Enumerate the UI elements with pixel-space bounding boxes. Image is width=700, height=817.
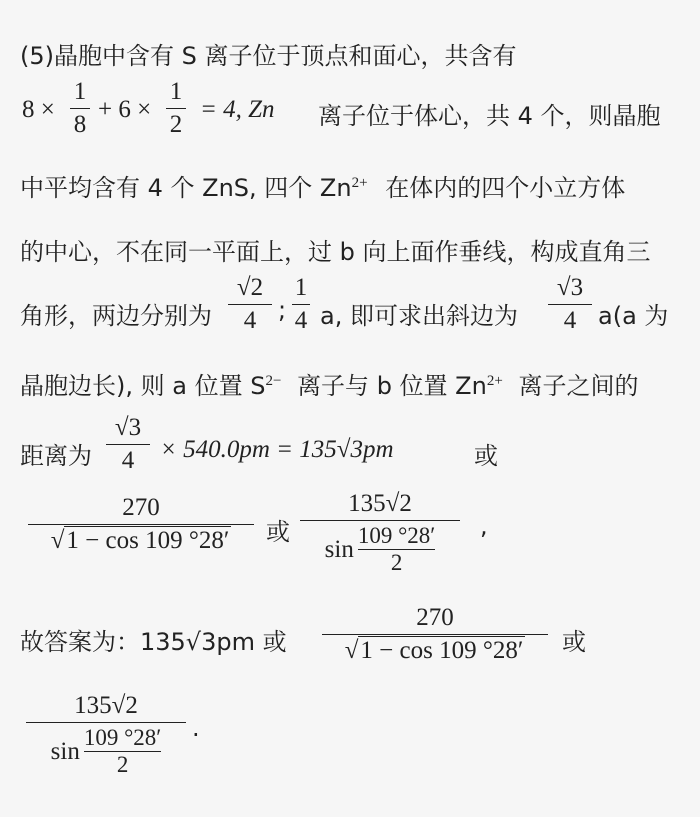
text-line-5-mid: a, 即可求出斜边为 (320, 302, 518, 330)
fraction-sqrt3-4 (106, 414, 150, 475)
angle: 109 °28′ (83, 725, 162, 750)
line6-tail: 离子之间的 (518, 372, 639, 400)
fraction-1-4 (292, 274, 310, 335)
two: 2 (116, 752, 129, 777)
comma: , (480, 512, 488, 540)
denominator (26, 725, 186, 778)
distance-expression: × 540.0pm = 135√3pm (160, 436, 394, 463)
fraction-270-sqrt (28, 494, 254, 555)
text-line-6 (20, 366, 638, 401)
semicolon: ; (278, 296, 287, 324)
denominator: 4 (563, 307, 577, 334)
numerator: 270 (416, 604, 454, 631)
angle: 109 °28′ (357, 523, 436, 548)
numerator: √3 (556, 274, 584, 301)
text-line-2-tail: 离子位于体心，共 4 个，则晶胞 (318, 102, 661, 130)
fraction-1-2 (166, 78, 186, 139)
fraction-sqrt2-4 (228, 274, 272, 335)
numerator: 270 (122, 494, 160, 521)
numerator: 135√2 (348, 490, 412, 517)
charge-superscript: 2− (265, 373, 282, 389)
line3-text: 中平均含有 4 个 ZnS, 四个 Zn (20, 174, 352, 202)
radicand: 1 − cos 109 °28′ (360, 637, 524, 664)
text-or: 或 (474, 442, 498, 470)
text-line-7-head: 距离为 (20, 442, 92, 470)
fraction-135sqrt2-sin (26, 692, 186, 778)
charge-superscript: 2+ (486, 373, 503, 389)
denominator: √1 − cos 109 °28′ (50, 527, 230, 554)
line6-text: 晶胞边长), 则 a 位置 S (20, 372, 266, 400)
denominator: √1 − cos 109 °28′ (344, 637, 524, 664)
text-line-5-tail: a(a 为 (598, 302, 669, 330)
denominator: 4 (294, 307, 308, 334)
numerator: 1 (294, 274, 308, 301)
numerator: 135√2 (74, 692, 138, 719)
numerator: √3 (114, 414, 142, 441)
sin-label: sin (50, 737, 80, 765)
expr-equals-zn: = 4, Zn (200, 96, 275, 123)
denominator: 4 (243, 307, 257, 334)
charge-superscript: 2+ (351, 175, 368, 191)
radicand: 1 − cos 109 °28′ (66, 527, 230, 554)
text-line-5-head: 角形，两边分别为 (20, 302, 212, 330)
text-or: 或 (562, 628, 586, 656)
two: 2 (390, 550, 403, 575)
fraction-270-sqrt (322, 604, 548, 665)
denominator: 8 (73, 111, 87, 138)
expr-8-times: 8 × (22, 96, 55, 123)
text-line-3 (20, 168, 625, 203)
text-or: 或 (266, 518, 290, 546)
answer-head: 故答案为：135√3pm 或 (20, 628, 287, 656)
numerator: 1 (169, 78, 183, 105)
denominator (300, 523, 460, 576)
period: . (192, 714, 200, 742)
numerator: √2 (236, 274, 264, 301)
fraction-135sqrt2-sin (300, 490, 460, 576)
fraction-sqrt3-4 (548, 274, 592, 335)
expr-plus-6-times: + 6 × (98, 96, 152, 123)
line6-mid: 离子与 b 位置 Zn (297, 372, 487, 400)
sin-label: sin (324, 535, 354, 563)
line3-tail: 在体内的四个小立方体 (385, 174, 626, 202)
fraction-1-8 (70, 78, 90, 139)
text-line-4: 的中心，不在同一平面上，过 b 向上面作垂线，构成直角三 (20, 238, 651, 266)
denominator: 2 (169, 111, 183, 138)
denominator: 4 (121, 447, 135, 474)
numerator: 1 (73, 78, 87, 105)
text-line-1: (5)晶胞中含有 S 离子位于顶点和面心，共含有 (20, 42, 517, 70)
